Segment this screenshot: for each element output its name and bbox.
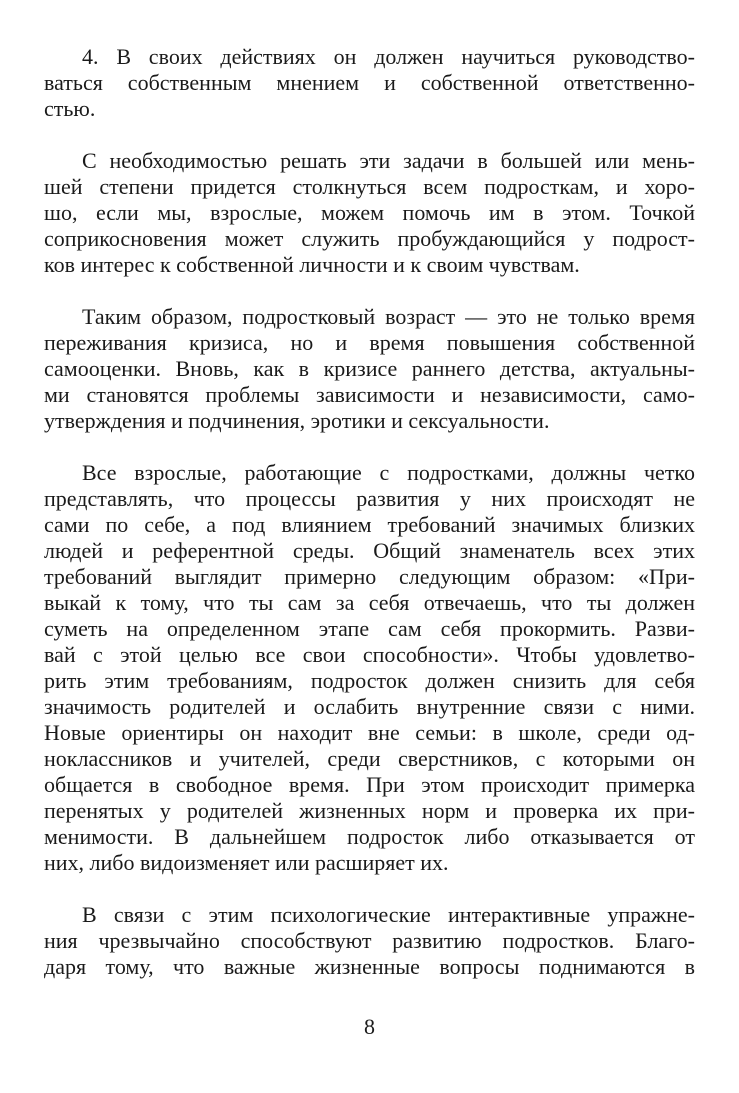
text-line: суметь на определенном этапе сам себя прокормить. Разви- (44, 616, 695, 641)
text-line: самооценки. Вновь, как в кризисе раннего детства, актуальны- (44, 356, 695, 381)
text-line: В связи с этим психологические интерактивные упражне- (82, 902, 695, 927)
text-line: выкай к тому, что ты сам за себя отвечаешь, что ты должен (44, 590, 695, 615)
text-line: Все взрослые, работающие с подростками, должны четко (82, 460, 695, 485)
text-line: утверждения и подчинения, эротики и сексуальности. (44, 408, 550, 433)
text-line: вай с этой целью все свои способности». Чтобы удовлетво- (44, 642, 695, 667)
paragraph-4 (44, 460, 695, 876)
text-line: соприкосновения может служить пробуждающийся у подрост- (44, 226, 695, 251)
paragraph-1 (44, 44, 695, 122)
text-line: перенятых у родителей жизненных норм и проверка их при- (44, 798, 695, 823)
text-line: ноклассников и учителей, среди сверстников, с которыми он (44, 746, 695, 771)
text-line: шей степени придется столкнуться всем подросткам, и хоро- (44, 174, 695, 199)
paragraph-2 (44, 148, 695, 278)
paragraph-3 (44, 304, 695, 434)
page-number: 8 (364, 1014, 375, 1039)
text-line: значимость родителей и ослабить внутренние связи с ними. (44, 694, 695, 719)
page-body (44, 44, 695, 1006)
text-line: общается в свободное время. При этом происходит примерка (44, 772, 695, 797)
text-line: рить этим требованиям, подросток должен снизить для себя (44, 668, 695, 693)
text-line: ми становятся проблемы зависимости и независимости, само- (44, 382, 695, 407)
text-line: Новые ориентиры он находит вне семьи: в школе, среди од- (44, 720, 695, 745)
text-line: 4. В своих действиях он должен научиться руководство- (82, 44, 695, 69)
text-line: людей и референтной среды. Общий знаменатель всех этих (44, 538, 695, 563)
text-line: требований выглядит примерно следующим образом: «При- (44, 564, 695, 589)
text-line: Таким образом, подростковый возраст — это не только время (82, 304, 695, 329)
text-line: ния чрезвычайно способствуют развитию подростков. Благо- (44, 928, 695, 953)
text-line: них, либо видоизменяет или расширяет их. (44, 850, 449, 875)
text-line: даря тому, что важные жизненные вопросы поднимаются в (44, 954, 695, 979)
text-line: С необходимостью решать эти задачи в большей или мень- (82, 148, 695, 173)
text-line: представлять, что процессы развития у них происходят не (44, 486, 695, 511)
text-line: ков интерес к собственной личности и к своим чувствам. (44, 252, 580, 277)
text-line: менимости. В дальнейшем подросток либо отказывается от (44, 824, 695, 849)
paragraph-5 (44, 902, 695, 980)
text-line: переживания кризиса, но и время повышения собственной (44, 330, 695, 355)
text-line: стью. (44, 96, 96, 121)
text-line: ваться собственным мнением и собственной ответственно- (44, 70, 695, 95)
text-line: сами по себе, а под влиянием требований значимых близких (44, 512, 695, 537)
text-line: шо, если мы, взрослые, можем помочь им в этом. Точкой (44, 200, 695, 225)
